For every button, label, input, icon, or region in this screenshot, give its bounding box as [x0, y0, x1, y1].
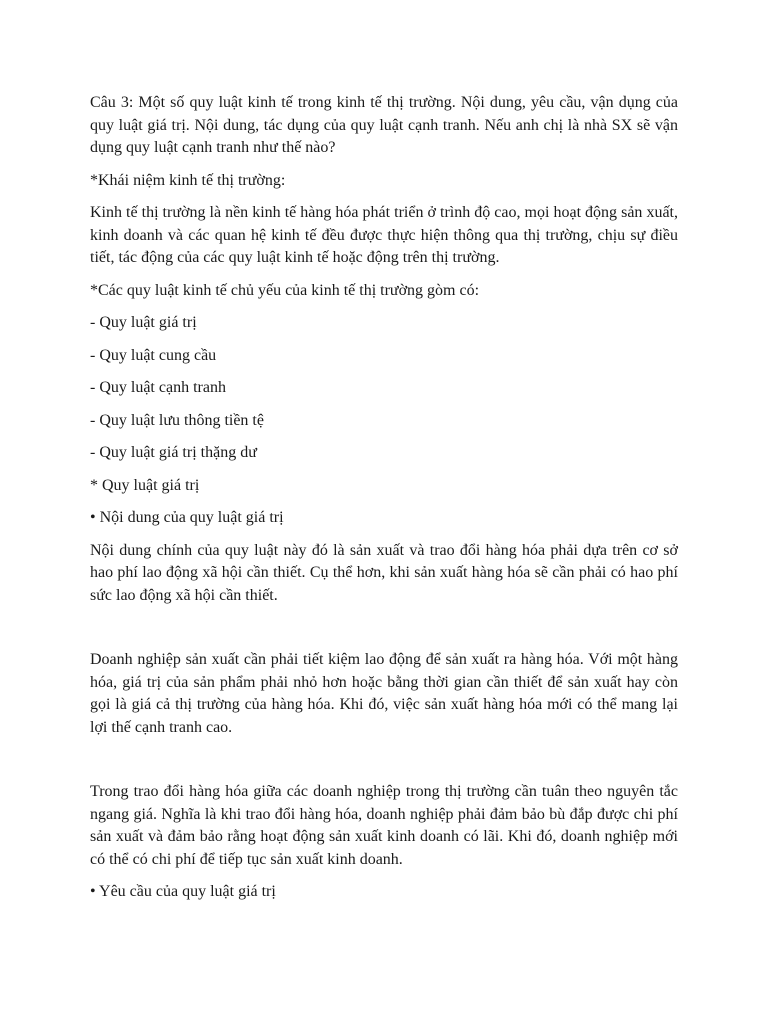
list-item-surplus-value-law: - Quy luật giá trị thặng dư: [90, 444, 257, 461]
section-heading-value-law: * Quy luật giá trị: [90, 476, 200, 494]
paragraph-value-law-content: Nội dung chính của quy luật này đó là sản xuất và trao đổi hàng hóa phải dựa trên cơ sở hao phí lao động xã hội cần thiết. Cụ thể hơn, khi sản xuất hàng hóa sẽ cần phải có hao phí sức lao động xã hội cần thiết.: [90, 541, 678, 604]
list-item-competition-law: - Quy luật cạnh tranh: [90, 379, 226, 396]
bullet-heading-value-law-requirements: • Yêu cầu của quy luật giá trị: [90, 883, 276, 900]
list-item-supply-demand-law: - Quy luật cung cầu: [90, 346, 217, 364]
paragraph-exchange-principle: Trong trao đổi hàng hóa giữa các doanh nghiệp trong thị trường cần tuân theo nguyên tắc ngang giá. Nghĩa là khi trao đổi hàng hóa, doanh nghiệp phải đảm bảo bù đắp được chi phí sản xuất và đảm bảo rằng hoạt động sản xuất kinh doanh có lãi. Khi đó, doanh nghiệp mới có thể có chi phí để tiếp tục sản xuất kinh doanh.: [90, 783, 678, 868]
section-heading-market-economy: *Khái niệm kinh tế thị trường:: [90, 171, 286, 189]
paragraph-enterprise-production: Doanh nghiệp sản xuất cần phải tiết kiệm lao động để sản xuất ra hàng hóa. Với một hàng hóa, giá trị của sản phẩm phải nhỏ hơn hoặc bằng thời gian cần thiết để sản xuất hay còn gọi là giá cả thị trường của hàng hóa. Khi đó, việc sản xuất hàng hóa mới có thể mang lại lợi thế cạnh tranh cao.: [90, 651, 678, 736]
list-item-value-law: - Quy luật giá trị: [90, 314, 197, 331]
bullet-heading-value-law-content: • Nội dung của quy luật giá trị: [90, 509, 284, 526]
section-heading-economic-laws: *Các quy luật kinh tế chủ yếu của kinh tế thị trường gòm có:: [90, 281, 480, 299]
paragraph-market-economy-definition: Kinh tế thị trường là nền kinh tế hàng hóa phát triển ở trình độ cao, mọi hoạt động sản xuất, kinh doanh và các quan hệ kinh tế đều được thực hiện thông qua thị trường, chịu sự điều tiết, tác động của các quy luật kinh tế hoặc động trên thị trường.: [90, 204, 678, 266]
document-body: [90, 92, 678, 914]
question-heading: Câu 3: Một số quy luật kinh tế trong kinh tế thị trường. Nội dung, yêu cầu, vận dụng của quy luật giá trị. Nội dung, tác dụng của quy luật cạnh tranh. Nếu anh chị là nhà SX sẽ vận dụng quy luật cạnh tranh như thế nào?: [90, 94, 678, 156]
list-item-money-circulation-law: - Quy luật lưu thông tiền tệ: [90, 411, 264, 429]
